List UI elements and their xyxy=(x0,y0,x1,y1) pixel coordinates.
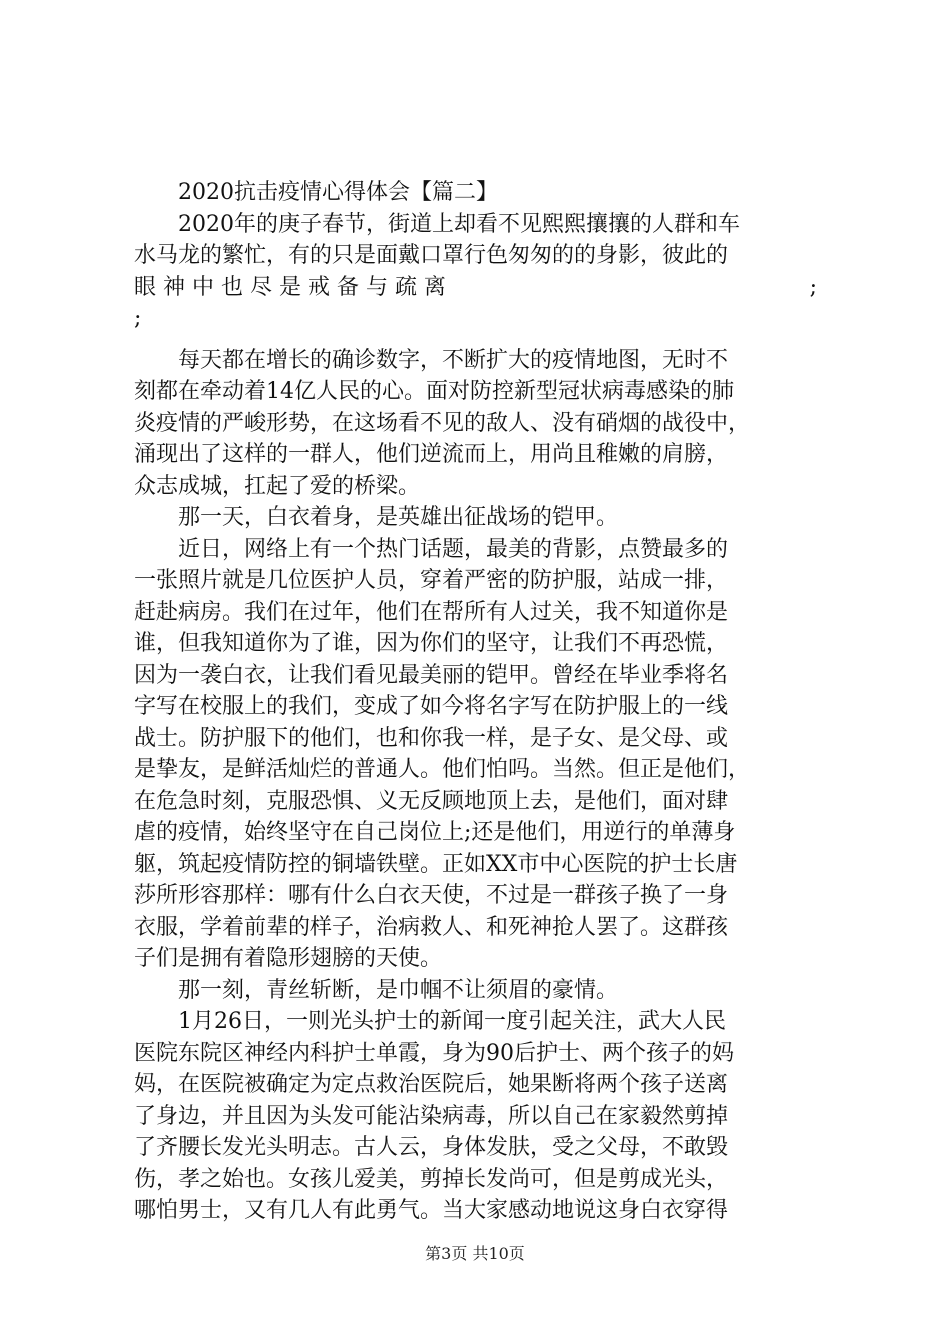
paragraph-line: 那一刻，青丝斩断，是巾帼不让须眉的豪情。 xyxy=(178,977,619,1003)
paragraph-line: 赶赴病房。我们在过年，他们在帮所有人过关，我不知道你是 xyxy=(134,599,729,625)
paragraph-line: 众志成城，扛起了爱的桥梁。 xyxy=(134,473,421,499)
paragraph-line: 炎疫情的严峻形势，在这场看不见的敌人、没有硝烟的战役中， xyxy=(134,410,751,436)
paragraph-line: 子们是拥有着隐形翅膀的天使。 xyxy=(134,946,443,971)
paragraph-line: 2020年的庚子春节，街道上却看不见熙熙攘攘的人群和车 xyxy=(178,211,740,237)
paragraph-line: 涌现出了这样的一群人，他们逆流而上，用尚且稚嫩的肩膀， xyxy=(134,442,729,467)
paragraph-line: 字写在校服上的我们，变成了如今将名字写在防护服上的一线 xyxy=(134,694,729,719)
paragraph-line: 一张照片就是几位医护人员，穿着严密的防护服，站成一排， xyxy=(134,568,729,593)
paragraph-line: 躯，筑起疫情防控的铜墙铁壁。正如XX市中心医院的护士长唐 xyxy=(134,851,738,877)
paragraph-line: 每天都在增长的确诊数字，不断扩大的疫情地图，无时不 xyxy=(178,347,729,373)
paragraph-line: 是挚友，是鲜活灿烂的普通人。他们怕吗。当然。但正是他们， xyxy=(134,757,751,782)
section-heading: 2020抗击疫情心得体会【篇二】 xyxy=(178,180,498,205)
document-body xyxy=(134,177,834,1227)
paragraph-line: 了身边，并且因为头发可能沾染病毒，所以自己在家毅然剪掉 xyxy=(134,1103,729,1129)
paragraph-line: 妈，在医院被确定为定点救治医院后，她果断将两个孩子送离 xyxy=(134,1072,729,1097)
paragraph-line: 了齐腰长发光头明志。古人云，身体发肤，受之父母，不敢毁 xyxy=(134,1135,729,1160)
paragraph-line: 在危急时刻，克服恐惧、义无反顾地顶上去，是他们，面对肆 xyxy=(134,788,729,814)
paragraph-line: 刻都在牵动着14亿人民的心。面对防控新型冠状病毒感染的肺 xyxy=(134,379,734,404)
paragraph-line: 莎所形容那样：哪有什么白衣天使，不过是一群孩子换了一身 xyxy=(134,883,729,908)
paragraph-line: 1月26日，一则光头护士的新闻一度引起关注，武大人民 xyxy=(178,1009,726,1034)
paragraph-line: 眼 神 中 也 尽 是 戒 备 与 疏 离 ; xyxy=(134,274,817,300)
paragraph-line: 因为一袭白衣，让我们看见最美丽的铠甲。曾经在毕业季将名 xyxy=(134,662,729,688)
paragraph-line: 谁，但我知道你为了谁，因为你们的坚守，让我们不再恐慌， xyxy=(134,631,729,656)
paragraph-line: 战士。防护服下的他们，也和你我一样，是子女、是父母、或 xyxy=(134,725,729,751)
paragraph-line: ; xyxy=(134,306,142,331)
paragraph-line: 水马龙的繁忙，有的只是面戴口罩行色匆匆的的身影，彼此的 xyxy=(134,243,729,268)
paragraph-line: 虐的疫情，始终坚守在自己岗位上;还是他们，用逆行的单薄身 xyxy=(134,820,736,845)
paragraph-gap xyxy=(134,335,834,345)
paragraph-line: 那一天，白衣着身，是英雄出征战场的铠甲。 xyxy=(178,505,619,530)
page-number-footer: 第3页 共10页 xyxy=(425,1244,525,1263)
paragraph-line: 医院东院区神经内科护士单霞，身为90后护士、两个孩子的妈 xyxy=(134,1040,734,1066)
paragraph-line: 伤，孝之始也。女孩儿爱美，剪掉长发尚可，但是剪成光头， xyxy=(134,1166,729,1192)
paragraph-line: 哪怕男士，又有几人有此勇气。当大家感动地说这身白衣穿得 xyxy=(134,1198,729,1223)
paragraph-line: 近日，网络上有一个热门话题，最美的背影，点赞最多的 xyxy=(178,536,729,562)
paragraph-line: 衣服，学着前辈的样子，治病救人、和死神抢人罢了。这群孩 xyxy=(134,914,729,940)
